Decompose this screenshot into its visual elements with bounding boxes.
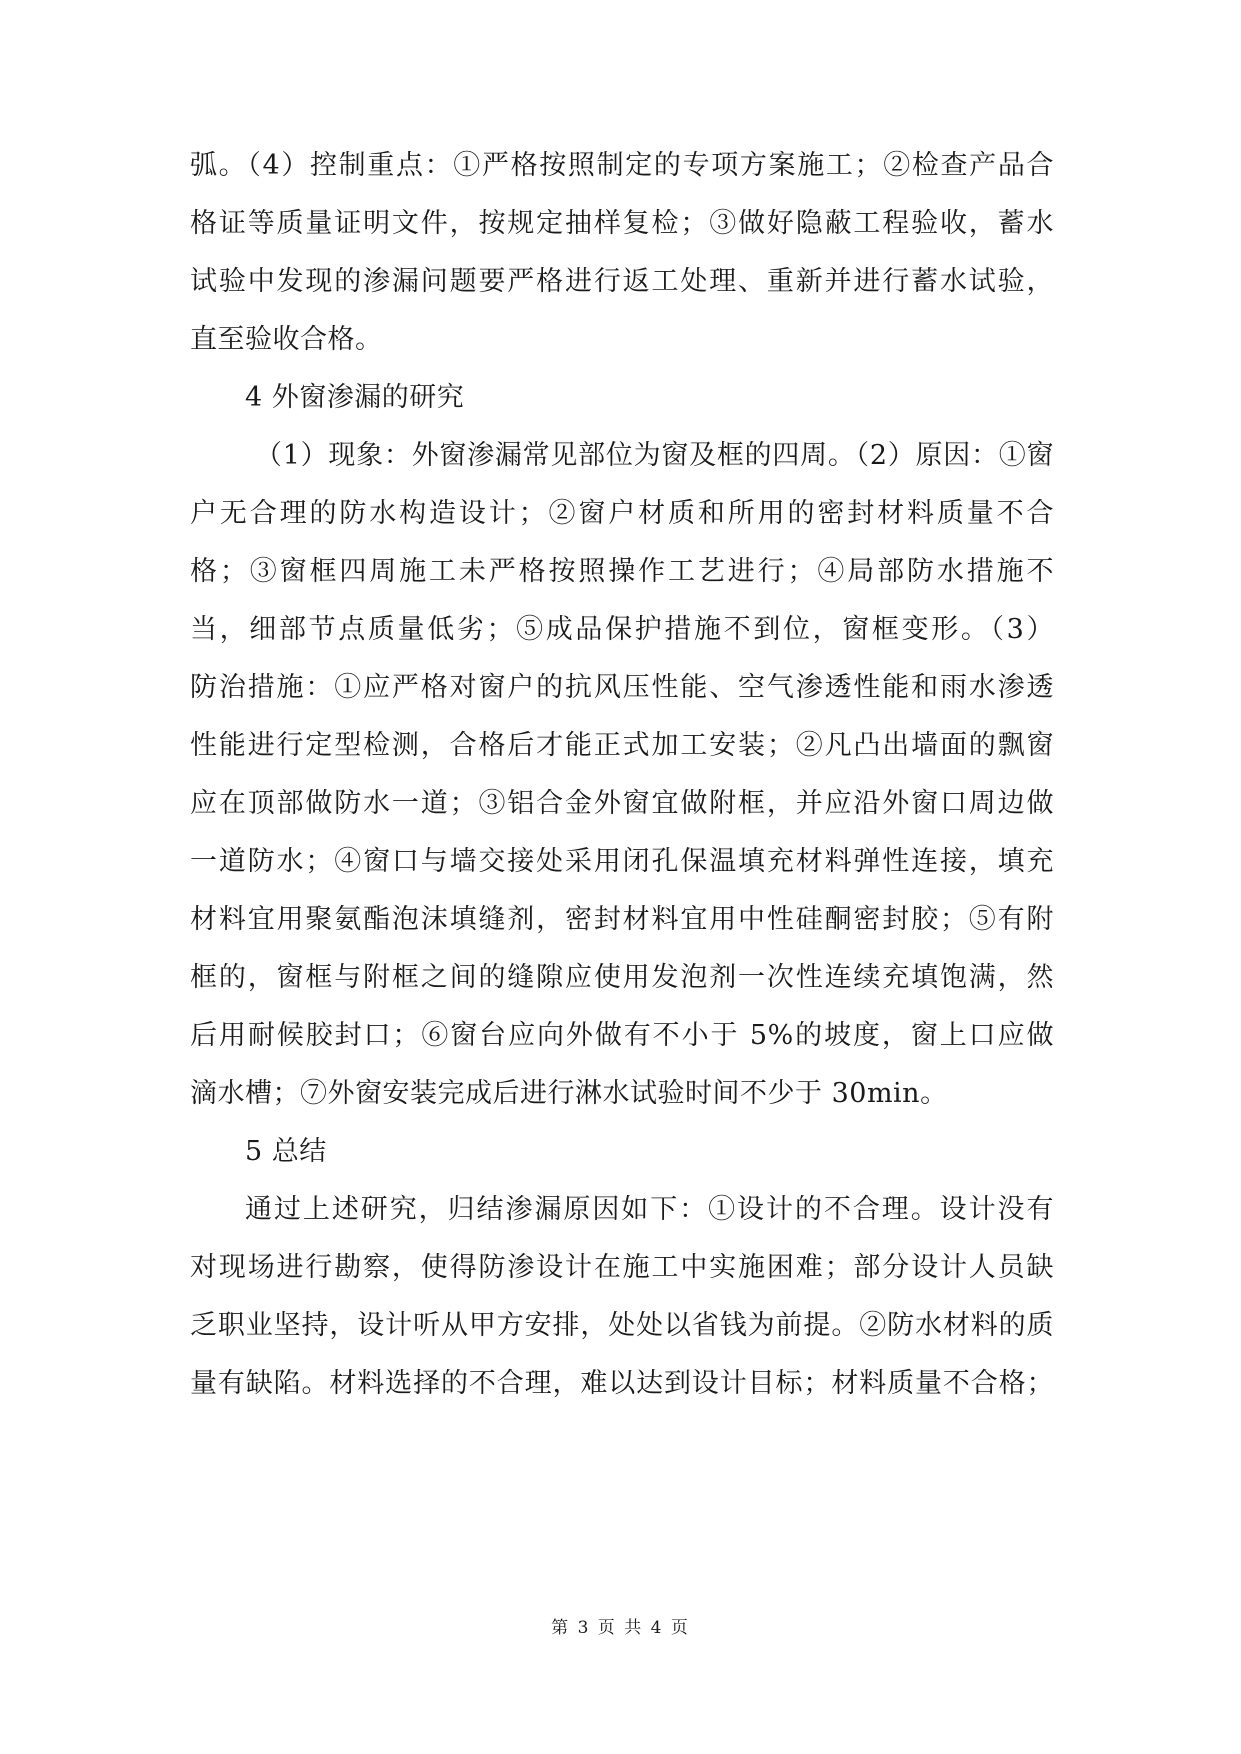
paragraph-line: 一道防水；④窗口与墙交接处采用闭孔保温填充材料弹性连接，填充 [190, 846, 1054, 877]
paragraph-line: 直至验收合格。 [190, 324, 383, 355]
section-heading: 4 外窗渗漏的研究 [245, 382, 465, 413]
paragraph-line: 当，细部节点质量低劣；⑤成品保护措施不到位，窗框变形。（3） [190, 614, 1054, 645]
section-heading: 5 总结 [245, 1136, 327, 1167]
paragraph-line: 防治措施：①应严格对窗户的抗风压性能、空气渗透性能和雨水渗透 [190, 672, 1054, 703]
paragraph-line: 试验中发现的渗漏问题要严格进行返工处理、重新并进行蓄水试验， [190, 266, 1054, 297]
page-number-footer: 第 3 页 共 4 页 [551, 1618, 690, 1638]
paragraph-line: 框的，窗框与附框之间的缝隙应使用发泡剂一次性连续充填饱满，然 [190, 962, 1054, 993]
paragraph-line: 量有缺陷。材料选择的不合理，难以达到设计目标；材料质量不合格； [190, 1368, 1054, 1399]
paragraph-line: 通过上述研究，归结渗漏原因如下：①设计的不合理。设计没有 [245, 1194, 1054, 1225]
paragraph-line: 乏职业坚持，设计听从甲方安排，处处以省钱为前提。②防水材料的质 [190, 1310, 1054, 1341]
paragraph-line: 滴水槽；⑦外窗安装完成后进行淋水试验时间不少于 30min。 [190, 1078, 948, 1109]
paragraph-line: 户无合理的防水构造设计；②窗户材质和所用的密封材料质量不合 [190, 498, 1054, 529]
paragraph-line: 材料宜用聚氨酯泡沫填缝剂，密封材料宜用中性硅酮密封胶；⑤有附 [190, 904, 1054, 935]
paragraph-line: （1）现象：外窗渗漏常见部位为窗及框的四周。（2）原因：①窗 [255, 440, 1054, 471]
paragraph-line: 性能进行定型检测，合格后才能正式加工安装；②凡凸出墙面的飘窗 [190, 730, 1054, 761]
paragraph-line: 格；③窗框四周施工未严格按照操作工艺进行；④局部防水措施不 [190, 556, 1054, 587]
paragraph-line: 对现场进行勘察，使得防渗设计在施工中实施困难；部分设计人员缺 [190, 1252, 1054, 1283]
paragraph-line: 后用耐候胶封口；⑥窗台应向外做有不小于 5%的坡度，窗上口应做 [190, 1020, 1054, 1051]
paragraph-line: 格证等质量证明文件，按规定抽样复检；③做好隐蔽工程验收，蓄水 [190, 208, 1054, 239]
paragraph-line: 弧。（4）控制重点：①严格按照制定的专项方案施工；②检查产品合 [190, 150, 1054, 181]
paragraph-line: 应在顶部做防水一道；③铝合金外窗宜做附框，并应沿外窗口周边做 [190, 788, 1054, 819]
